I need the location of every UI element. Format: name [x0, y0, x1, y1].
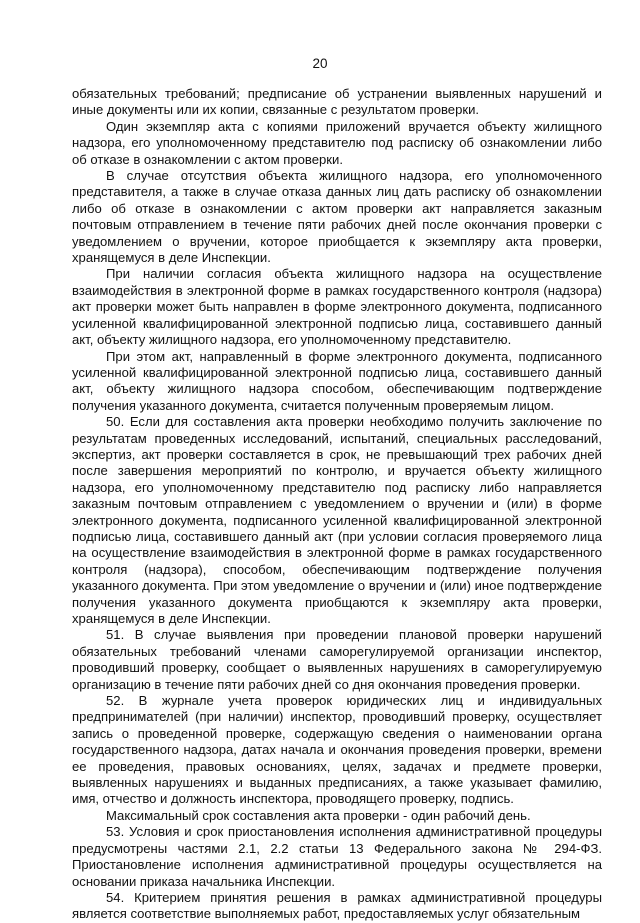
paragraph: обязательных требований; предписание об устранении выявленных нарушений и иные документы или их копии, связанные с результатом проверки.	[72, 86, 602, 118]
paragraph: Один экземпляр акта с копиями приложений вручается объекту жилищного надзора, его уполномоченному представителю под расписку об ознакомлении либо об отказе в ознакомлении с актом проверки.	[72, 118, 602, 167]
paragraph: Максимальный срок составления акта проверки - один рабочий день.	[106, 807, 531, 823]
paragraph-item-50: 50. Если для составления акта проверки необходимо получить заключение по результатам проведенных исследований, испытаний, специальных расследований, экспертиз, акт проверки составляется в срок, не превышающий трех рабочих дней после завершения мероприятий по контролю, и вручается объекту жилищного надзора, его уполномоченному представителю под расписку либо направляется заказным почтовым отправлением с уведомлением о вручении и (или) в форме электронного документа, подписанного усиленной квалифицированной электронной подписью лица, составившего данный акт (при условии согласия проверяемого лица на осуществление взаимодействия в электронной форме в рамках государственного контроля (надзора), способом, обеспечивающим подтверждение получения указанного документа. При этом уведомление о вручении и (или) иное подтверждение получения указанного документа приобщаются к экземпляру акта проверки, хранящемуся в деле Инспекции.	[72, 414, 602, 626]
paragraph: В случае отсутствия объекта жилищного надзора, его уполномоченного представителя, а также в случае отказа данных лиц дать расписку об ознакомлении либо об отказе в ознакомлении с актом проверки акт направляется заказным почтовым отправлением в течение пяти рабочих дней после окончания проверки с уведомлением о вручении, которое приобщается к экземпляру акта проверки, хранящемуся в деле Инспекции.	[72, 168, 602, 266]
paragraph-item-53: 53. Условия и срок приостановления исполнения административной процедуры предусмотрены частями 2.1, 2.2 статьи 13 Федерального закона № 294-ФЗ. Приостановление исполнения административной процедуры осуществляется на основании приказа начальника Инспекции.	[72, 824, 602, 889]
document-body	[72, 86, 602, 923]
paragraph-item-52: 52. В журнале учета проверок юридических лиц и индивидуальных предпринимателей (при наличии) инспектор, проводивший проверку, осуществляет запись о проведенной проверке, содержащую сведения о наименовании органа государственного надзора, датах начала и окончания проведения проверки, времени ее проведения, правовых основаниях, целях, задачах и предмете проверки, выявленных нарушениях и выданных предписаниях, а также указывает фамилию, имя, отчество и должность инспектора, проводящего проверку, подпись.	[72, 693, 602, 807]
paragraph-item-51: 51. В случае выявления при проведении плановой проверки нарушений обязательных требований членами саморегулируемой организации инспектор, проводивший проверку, сообщает о выявленных нарушениях в саморегулируемую организацию в течение пяти рабочих дней со дня окончания проведения проверки.	[72, 627, 602, 692]
page-number: 20	[312, 56, 328, 71]
paragraph: При наличии согласия объекта жилищного надзора на осуществление взаимодействия в электронной форме в рамках государственного контроля (надзора) акт проверки может быть направлен в форме электронного документа, подписанного усиленной квалифицированной электронной подписью лица, составившего данный акт, объекту жилищного надзора, его уполномоченному представителю.	[72, 266, 602, 348]
paragraph: При этом акт, направленный в форме электронного документа, подписанного усиленной квалифицированной электронной подписью лица, составившего данный акт, объекту жилищного надзора способом, обеспечивающим подтверждение получения указанного документа, считается полученным проверяемым лицом.	[72, 348, 602, 413]
paragraph-item-54: 54. Критерием принятия решения в рамках административной процедуры является соответствие выполняемых работ, предоставляемых услуг обязательным	[72, 889, 602, 922]
